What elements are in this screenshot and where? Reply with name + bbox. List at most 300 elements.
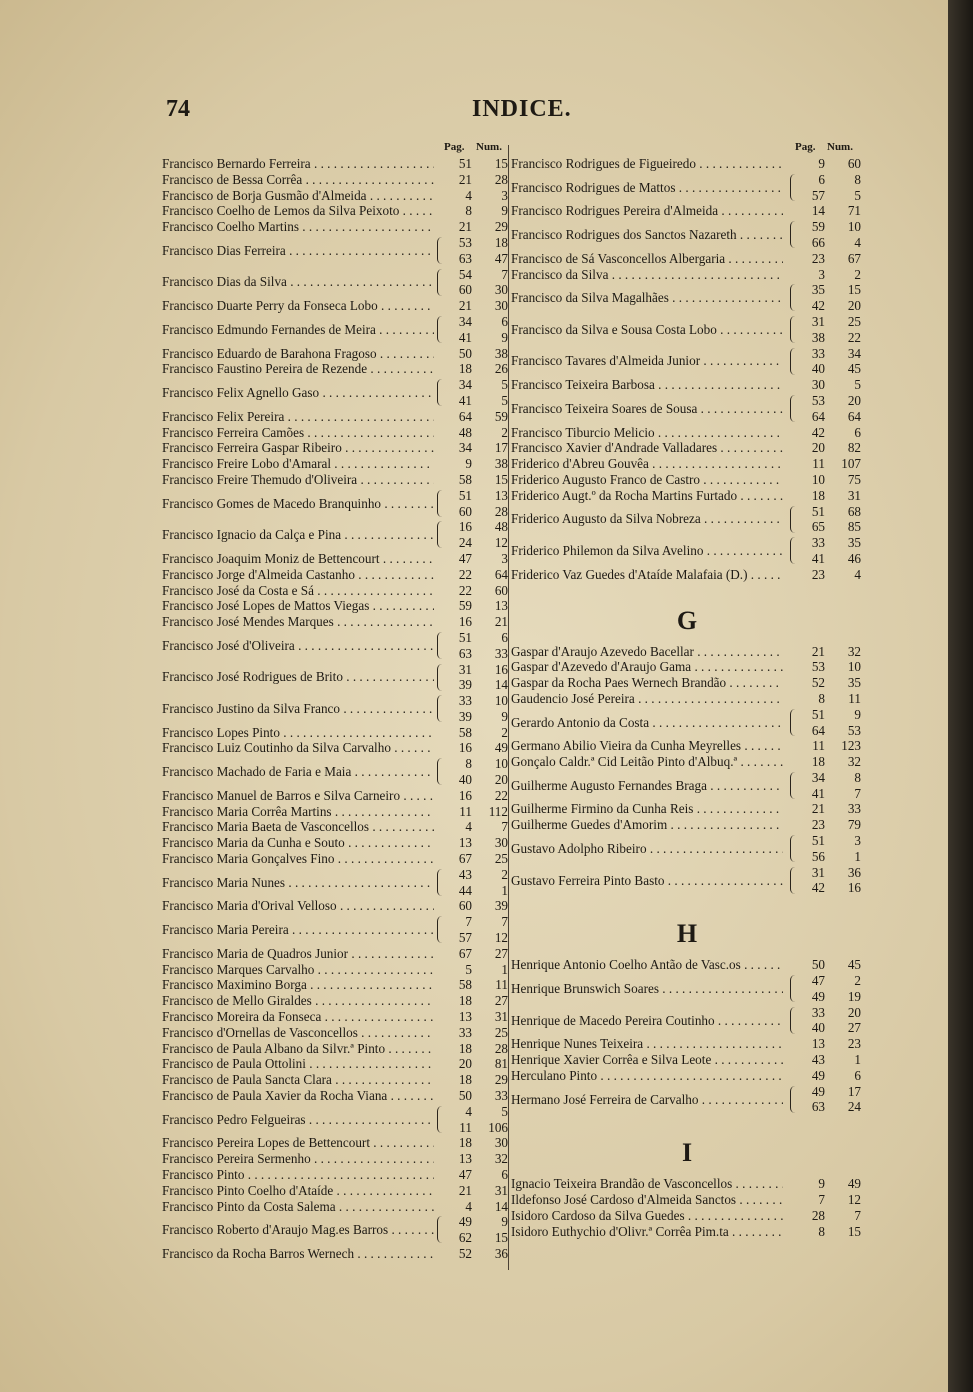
- number-ref: 60: [494, 582, 508, 598]
- number-ref: 22: [847, 329, 861, 345]
- entry-references: [434, 1056, 510, 1072]
- reference-pair: [787, 675, 863, 691]
- page-ref: 5: [465, 961, 472, 977]
- index-entry: [511, 1052, 863, 1068]
- reference-pair: [787, 393, 863, 409]
- index-entry: [511, 973, 863, 1005]
- page-ref: 18: [458, 993, 472, 1009]
- number-ref: 15: [494, 471, 508, 487]
- entry-name: Francisco Manuel de Barros e Silva Carneiro . . .: [162, 788, 434, 804]
- index-entry: [162, 962, 510, 978]
- entry-references: [434, 977, 510, 993]
- reference-pair: [787, 361, 863, 377]
- reference-pair: [787, 880, 863, 896]
- entry-name: Francisco da Rocha Barros Wernech . . .: [162, 1246, 434, 1262]
- entry-name: Francisco Moreira da Fonseca . . .: [162, 1009, 434, 1025]
- page-ref: 42: [811, 424, 825, 440]
- entry-references: [787, 456, 863, 472]
- page-ref: 35: [811, 282, 825, 298]
- reference-pair: [434, 551, 510, 567]
- page-ref: 16: [458, 740, 472, 756]
- page-ref: 8: [465, 756, 472, 772]
- entry-references: [434, 172, 510, 188]
- page-ref: 33: [458, 693, 472, 709]
- entry-references: [434, 377, 510, 409]
- index-entry: [511, 156, 863, 172]
- entry-references: [434, 1183, 510, 1199]
- reference-pair: [434, 298, 510, 314]
- index-entry: [511, 425, 863, 441]
- entry-references: [787, 488, 863, 504]
- entry-name: Friderico Vaz Guedes d'Ataíde Malafaia (D.) . . .: [511, 567, 783, 583]
- index-entry: [162, 519, 510, 551]
- entry-name: Francisco Pinto da Costa Salema . . .: [162, 1199, 434, 1215]
- entry-name: Francisco Maximino Borga . . .: [162, 977, 434, 993]
- reference-pair: [787, 1176, 863, 1192]
- entry-references: [434, 425, 510, 441]
- page-ref: 64: [458, 408, 472, 424]
- page-ref: 49: [811, 1083, 825, 1099]
- reference-pair: [434, 867, 510, 883]
- entry-references: [787, 504, 863, 536]
- number-ref: 6: [854, 424, 861, 440]
- entry-name: Francisco de Paula Albano da Silvr.ª Pinto . . .: [162, 1041, 434, 1057]
- entry-references: [434, 693, 510, 725]
- reference-pair: [434, 314, 510, 330]
- index-entry: [511, 472, 863, 488]
- number-ref: 28: [494, 1040, 508, 1056]
- index-entry: [162, 172, 510, 188]
- index-entry: [162, 740, 510, 756]
- reference-pair: [787, 472, 863, 488]
- index-entry: [162, 1025, 510, 1041]
- entry-references: [434, 788, 510, 804]
- number-ref: 47: [494, 250, 508, 266]
- reference-pair: [434, 977, 510, 993]
- reference-pair: [434, 1056, 510, 1072]
- entry-references: [434, 914, 510, 946]
- page-ref: 67: [458, 945, 472, 961]
- entry-name: Francisco Gomes de Macedo Branquinho . . .: [162, 496, 434, 512]
- entry-references: [434, 993, 510, 1009]
- page-ref: 41: [458, 329, 472, 345]
- page-ref: 28: [811, 1207, 825, 1223]
- reference-pair: [787, 754, 863, 770]
- index-entry: [162, 693, 510, 725]
- entry-references: [434, 472, 510, 488]
- entry-name: Francisco de Paula Sancta Clara . . .: [162, 1072, 434, 1088]
- reference-pair: [434, 1088, 510, 1104]
- page-ref: 63: [811, 1099, 825, 1115]
- number-ref: 49: [494, 740, 508, 756]
- reference-pair: [434, 409, 510, 425]
- reference-pair: [434, 898, 510, 914]
- number-ref: 48: [494, 519, 508, 535]
- entry-name: Francisco Felix Pereira . . .: [162, 409, 434, 425]
- reference-pair: [787, 1224, 863, 1240]
- number-ref: 79: [847, 817, 861, 833]
- number-ref: 14: [494, 1198, 508, 1214]
- entry-name: Francisco Luiz Coutinho da Silva Carvalho . . .: [162, 740, 434, 756]
- index-entry: [511, 1068, 863, 1084]
- page-ref: 51: [811, 706, 825, 722]
- entry-references: [787, 770, 863, 802]
- index-entry: [511, 865, 863, 897]
- number-ref: 35: [847, 535, 861, 551]
- index-entry: [162, 440, 510, 456]
- index-column-right: [511, 141, 863, 1239]
- number-ref: 11: [495, 977, 508, 993]
- index-entry: [162, 314, 510, 346]
- entry-references: [434, 1246, 510, 1262]
- entry-name: Gaspar d'Azevedo d'Araujo Gama . . .: [511, 659, 783, 675]
- number-ref: 15: [494, 1230, 508, 1246]
- page-ref: 14: [811, 203, 825, 219]
- entry-name: Francisco Pereira Lopes de Bettencourt . . .: [162, 1135, 434, 1151]
- entry-references: [787, 1208, 863, 1224]
- page-ref: 33: [458, 1024, 472, 1040]
- number-ref: 38: [494, 456, 508, 472]
- number-ref: 123: [841, 738, 861, 754]
- entry-name: Francisco Lopes Pinto . . .: [162, 725, 434, 741]
- entry-name: Francisco Freire Themudo d'Oliveira . . .: [162, 472, 434, 488]
- reference-pair: [787, 567, 863, 583]
- reference-pair: [787, 770, 863, 786]
- page-ref: 13: [458, 1151, 472, 1167]
- entry-name: Francisco Maria Gonçalves Fino . . .: [162, 851, 434, 867]
- index-entry: [511, 504, 863, 536]
- page-ref: 4: [465, 819, 472, 835]
- reference-pair: [434, 156, 510, 172]
- number-ref: 46: [847, 550, 861, 566]
- page-ref: 21: [458, 298, 472, 314]
- entry-references: [787, 957, 863, 973]
- reference-pair: [434, 630, 510, 646]
- num-header: Num.: [476, 141, 502, 153]
- pag-header: Pag.: [444, 141, 465, 153]
- section-gap: [511, 1115, 863, 1129]
- number-ref: 7: [501, 266, 508, 282]
- reference-pair: [787, 786, 863, 802]
- index-entry: [162, 1056, 510, 1072]
- entry-references: [434, 1199, 510, 1215]
- page-ref: 4: [465, 187, 472, 203]
- index-entry: [511, 754, 863, 770]
- number-ref: 33: [847, 801, 861, 817]
- index-entry: [511, 346, 863, 378]
- index-entry: [162, 977, 510, 993]
- entry-name: Francisco Teixeira Soares de Sousa . . .: [511, 401, 783, 417]
- index-entry: [511, 1224, 863, 1240]
- page-ref: 49: [811, 1067, 825, 1083]
- number-ref: 28: [494, 503, 508, 519]
- index-entry: [511, 1036, 863, 1052]
- page-ref: 67: [458, 851, 472, 867]
- index-entry: [162, 1104, 510, 1136]
- page-ref: 31: [811, 864, 825, 880]
- page-ref: 16: [458, 787, 472, 803]
- reference-pair: [434, 851, 510, 867]
- entry-name: Francisco Pedro Felgueiras . . .: [162, 1112, 434, 1128]
- entry-references: [787, 377, 863, 393]
- number-ref: 30: [494, 298, 508, 314]
- reference-pair: [787, 1192, 863, 1208]
- index-entry: [162, 156, 510, 172]
- page-ref: 43: [458, 866, 472, 882]
- reference-pair: [434, 235, 510, 251]
- page-ref: 11: [459, 1119, 472, 1135]
- entry-references: [434, 804, 510, 820]
- reference-pair: [787, 644, 863, 660]
- reference-pair: [434, 361, 510, 377]
- reference-pair: [787, 203, 863, 219]
- number-ref: 16: [847, 880, 861, 896]
- number-ref: 20: [847, 298, 861, 314]
- index-entry: [162, 409, 510, 425]
- page-ref: 58: [458, 471, 472, 487]
- index-entry: [162, 346, 510, 362]
- reference-pair: [434, 188, 510, 204]
- entry-name: Francisco Ignacio da Calça e Pina . . .: [162, 527, 434, 543]
- number-ref: 5: [501, 377, 508, 393]
- entry-name: Hermano José Ferreira de Carvalho . . .: [511, 1092, 783, 1108]
- reference-pair: [787, 801, 863, 817]
- reference-pair: [434, 709, 510, 725]
- page-ref: 42: [811, 880, 825, 896]
- number-ref: 71: [847, 203, 861, 219]
- entry-references: [787, 675, 863, 691]
- number-ref: 32: [847, 754, 861, 770]
- entry-name: Gustavo Adolpho Ribeiro . . .: [511, 841, 783, 857]
- index-entry: [162, 1183, 510, 1199]
- entry-references: [787, 833, 863, 865]
- reference-pair: [434, 203, 510, 219]
- reference-pair: [434, 930, 510, 946]
- reference-pair: [787, 425, 863, 441]
- column-header: [162, 141, 510, 156]
- index-entry: [162, 835, 510, 851]
- number-ref: 107: [841, 456, 861, 472]
- number-ref: 59: [494, 408, 508, 424]
- running-title: INDICE.: [472, 96, 572, 122]
- page-ref: 60: [458, 282, 472, 298]
- page-ref: 21: [458, 1182, 472, 1198]
- index-entry: [511, 456, 863, 472]
- index-entry: [162, 993, 510, 1009]
- number-ref: 36: [494, 1245, 508, 1261]
- index-entry: [511, 440, 863, 456]
- entry-references: [434, 1167, 510, 1183]
- reference-pair: [434, 1199, 510, 1215]
- page-ref: 53: [458, 234, 472, 250]
- number-ref: 38: [494, 345, 508, 361]
- index-entry: [162, 472, 510, 488]
- page-ref: 34: [458, 377, 472, 393]
- page-ref: 33: [811, 345, 825, 361]
- entry-name: Francisco Maria Baeta de Vasconcellos . . .: [162, 819, 434, 835]
- entry-references: [434, 551, 510, 567]
- entry-references: [434, 851, 510, 867]
- entry-references: [434, 1072, 510, 1088]
- reference-pair: [787, 1208, 863, 1224]
- page-header: [0, 96, 948, 136]
- entry-name: Guilherme Firmino da Cunha Reis . . .: [511, 801, 783, 817]
- reference-pair: [787, 535, 863, 551]
- reference-pair: [434, 1072, 510, 1088]
- entry-name: Francisco Tiburcio Melicio . . .: [511, 425, 783, 441]
- entry-name: Friderico Augt.º da Rocha Martins Furtado . . .: [511, 488, 783, 504]
- entry-name: Francisco Rodrigues Pereira d'Almeida . . .: [511, 203, 783, 219]
- entry-references: [787, 393, 863, 425]
- number-ref: 21: [494, 614, 508, 630]
- entry-name: Francisco Bernardo Ferreira . . .: [162, 156, 434, 172]
- entry-name: Francisco Maria Nunes . . .: [162, 875, 434, 891]
- reference-pair: [787, 519, 863, 535]
- index-entry: [162, 1041, 510, 1057]
- entry-name: Francisco de Sá Vasconcellos Albergaria . . .: [511, 251, 783, 267]
- number-ref: 10: [494, 693, 508, 709]
- page-ref: 22: [458, 582, 472, 598]
- entry-references: [434, 1088, 510, 1104]
- number-ref: 34: [847, 345, 861, 361]
- entry-name: Francisco Faustino Pereira de Rezende . . .: [162, 361, 434, 377]
- entry-references: [434, 1009, 510, 1025]
- reference-pair: [787, 488, 863, 504]
- entry-name: Francisco de Borja Gusmão d'Almeida . . .: [162, 188, 434, 204]
- reference-pair: [787, 235, 863, 251]
- reference-pair: [434, 614, 510, 630]
- reference-pair: [434, 962, 510, 978]
- number-ref: 12: [494, 535, 508, 551]
- reference-pair: [434, 1151, 510, 1167]
- pag-header: Pag.: [795, 141, 816, 153]
- reference-pair: [434, 993, 510, 1009]
- entry-name: Francisco Dias Ferreira . . .: [162, 243, 434, 259]
- index-entry: [511, 659, 863, 675]
- reference-pair: [434, 346, 510, 362]
- number-ref: 45: [847, 957, 861, 973]
- entry-references: [434, 598, 510, 614]
- reference-pair: [434, 1230, 510, 1246]
- entry-name: Francisco Teixeira Barbosa . . .: [511, 377, 783, 393]
- entry-name: Francisco Rodrigues de Mattos . . .: [511, 180, 783, 196]
- reference-pair: [434, 393, 510, 409]
- number-ref: 31: [494, 1009, 508, 1025]
- reference-pair: [787, 723, 863, 739]
- page-ref: 34: [458, 313, 472, 329]
- number-ref: 60: [847, 156, 861, 171]
- reference-pair: [787, 314, 863, 330]
- page-ref: 57: [458, 930, 472, 946]
- page-ref: 57: [811, 187, 825, 203]
- index-column-left: [162, 141, 510, 1262]
- entry-name: Francisco José d'Oliveira . . .: [162, 638, 434, 654]
- number-ref: 4: [854, 234, 861, 250]
- page-ref: 39: [458, 708, 472, 724]
- reference-pair: [434, 567, 510, 583]
- reference-pair: [787, 1084, 863, 1100]
- reference-pair: [787, 346, 863, 362]
- number-ref: 7: [501, 819, 508, 835]
- page-ref: 50: [458, 345, 472, 361]
- entry-references: [434, 819, 510, 835]
- entry-name: Francisco Duarte Perry da Fonseca Lobo . . .: [162, 298, 434, 314]
- entry-name: Gerardo Antonio da Costa . . .: [511, 715, 783, 731]
- entry-references: [434, 567, 510, 583]
- number-ref: 2: [501, 424, 508, 440]
- page-ref: 44: [458, 882, 472, 898]
- entry-name: Francisco Justino da Silva Franco . . .: [162, 701, 434, 717]
- number-ref: 53: [847, 722, 861, 738]
- reference-pair: [787, 1099, 863, 1115]
- number-ref: 1: [501, 961, 508, 977]
- page-ref: 21: [458, 171, 472, 187]
- page-ref: 13: [458, 1009, 472, 1025]
- number-ref: 14: [494, 677, 508, 693]
- page-ref: 52: [811, 675, 825, 691]
- page-ref: 66: [811, 234, 825, 250]
- number-ref: 12: [847, 1192, 861, 1208]
- index-entry: [511, 377, 863, 393]
- index-entry: [511, 833, 863, 865]
- page-ref: 22: [458, 566, 472, 582]
- page-ref: 11: [459, 803, 472, 819]
- entry-references: [434, 219, 510, 235]
- section-letter-i: I: [681, 1138, 693, 1168]
- page-ref: 9: [818, 156, 825, 171]
- entry-name: Guilherme Guedes d'Amorim . . .: [511, 817, 783, 833]
- index-entry: [162, 819, 510, 835]
- number-ref: 4: [854, 566, 861, 582]
- index-entry: [162, 583, 510, 599]
- page-ref: 53: [811, 392, 825, 408]
- entry-name: Francisco Maria de Quadros Junior . . .: [162, 946, 434, 962]
- number-ref: 27: [847, 1020, 861, 1036]
- number-ref: 2: [501, 866, 508, 882]
- page-ref: 59: [811, 219, 825, 235]
- index-entry: [511, 738, 863, 754]
- page-ref: 42: [811, 298, 825, 314]
- index-entry: [162, 1167, 510, 1183]
- entry-references: [787, 1192, 863, 1208]
- page-ref: 8: [818, 1223, 825, 1239]
- page-number: 74: [166, 96, 190, 122]
- reference-pair: [434, 267, 510, 283]
- index-entry: [162, 630, 510, 662]
- page-ref: 23: [811, 566, 825, 582]
- entry-name: Henrique Brunswich Soares . . .: [511, 981, 783, 997]
- reference-pair: [787, 551, 863, 567]
- entry-name: Francisco Tavares d'Almeida Junior . . .: [511, 353, 783, 369]
- entry-name: Francisco Maria d'Orival Velloso . . .: [162, 898, 434, 914]
- index-entry: [511, 488, 863, 504]
- entry-name: Francisco Joaquim Moniz de Bettencourt . . .: [162, 551, 434, 567]
- index-entry: [162, 267, 510, 299]
- page-ref: 16: [458, 614, 472, 630]
- number-ref: 36: [847, 864, 861, 880]
- entry-references: [434, 1041, 510, 1057]
- page-ref: 9: [818, 1176, 825, 1192]
- number-ref: 5: [501, 1103, 508, 1119]
- page-ref: 47: [458, 1167, 472, 1182]
- entry-name: Francisco Machado de Faria e Maia . . .: [162, 764, 434, 780]
- number-ref: 106: [488, 1119, 508, 1135]
- entry-name: Francisco Maria Pereira . . .: [162, 922, 434, 938]
- page-ref: 31: [458, 661, 472, 677]
- entry-references: [434, 456, 510, 472]
- index-entry: [511, 1176, 863, 1192]
- number-ref: 13: [494, 487, 508, 503]
